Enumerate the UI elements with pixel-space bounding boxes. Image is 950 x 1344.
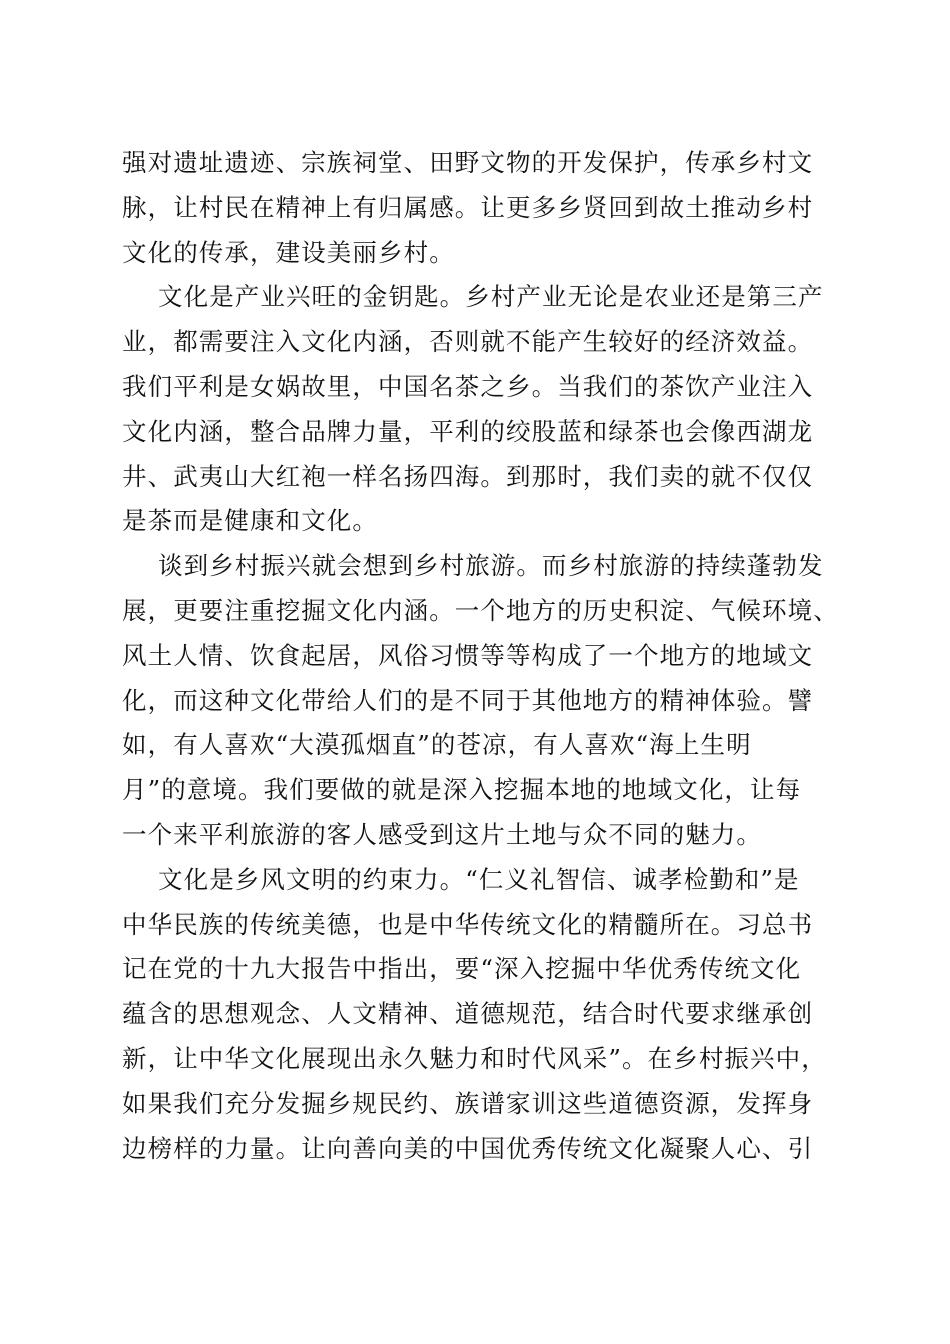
text-line: 强对遗址遗迹、宗族祠堂、田野文物的开发保护，传承乡村文 xyxy=(122,148,814,177)
text-line: 是茶而是健康和文化。 xyxy=(122,506,378,536)
text-line: 蕴含的思想观念、人文精神、道德规范，结合时代要求继承创 xyxy=(122,999,814,1029)
text-line: 如，有人喜欢“大漠孤烟直”的苍凉，有人喜欢“海上生明 xyxy=(122,730,752,760)
paragraph-first-line: 文化是乡风文明的约束力。“仁义礼智信、诚孝检勤和”是 xyxy=(158,864,800,894)
text-line: 如果我们充分发掘乡规民约、族谱家训这些道德资源，发挥身 xyxy=(122,1088,814,1118)
text-line: 井、武夷山大红袍一样名扬四海。到那时，我们卖的就不仅仅 xyxy=(122,461,814,491)
text-line: 月”的意境。我们要做的就是深入挖掘本地的地域文化，让每 xyxy=(122,775,802,805)
text-line: 文化的传承，建设美丽乡村。 xyxy=(122,237,455,267)
text-line: 展，更要注重挖掘文化内涵。一个地方的历史积淀、气候环境、 xyxy=(122,595,839,625)
text-line: 一个来平利旅游的客人感受到这片土地与众不同的魅力。 xyxy=(122,819,762,849)
body-text xyxy=(122,141,839,1171)
paragraph-first-line: 文化是产业兴旺的金钥匙。乡村产业无论是农业还是第三产 xyxy=(158,282,824,312)
text-line: 边榜样的力量。让向善向美的中国优秀传统文化凝聚人心、引 xyxy=(122,1133,814,1163)
text-line: 中华民族的传统美德，也是中华传统文化的精髓所在。习总书 xyxy=(122,909,814,939)
text-line: 记在党的十九大报告中指出，要“深入挖掘中华优秀传统文化 xyxy=(122,954,802,984)
text-line: 化，而这种文化带给人们的是不同于其他地方的精神体验。譬 xyxy=(122,685,814,715)
text-line: 业，都需要注入文化内涵，否则就不能产生较好的经济效益。 xyxy=(122,327,814,357)
text-line: 文化内涵，整合品牌力量，平利的绞股蓝和绿茶也会像西湖龙 xyxy=(122,416,814,446)
text-line: 我们平利是女娲故里，中国名茶之乡。当我们的茶饮产业注入 xyxy=(122,371,814,401)
text-line: 脉，让村民在精神上有归属感。让更多乡贤回到故土推动乡村 xyxy=(122,192,814,222)
text-line: 风土人情、饮食起居，风俗习惯等等构成了一个地方的地域文 xyxy=(122,640,814,670)
text-line: 新，让中华文化展现出永久魅力和时代风采”。在乡村振兴中， xyxy=(122,1043,827,1073)
paragraph-first-line: 谈到乡村振兴就会想到乡村旅游。而乡村旅游的持续蓬勃发 xyxy=(158,551,824,581)
